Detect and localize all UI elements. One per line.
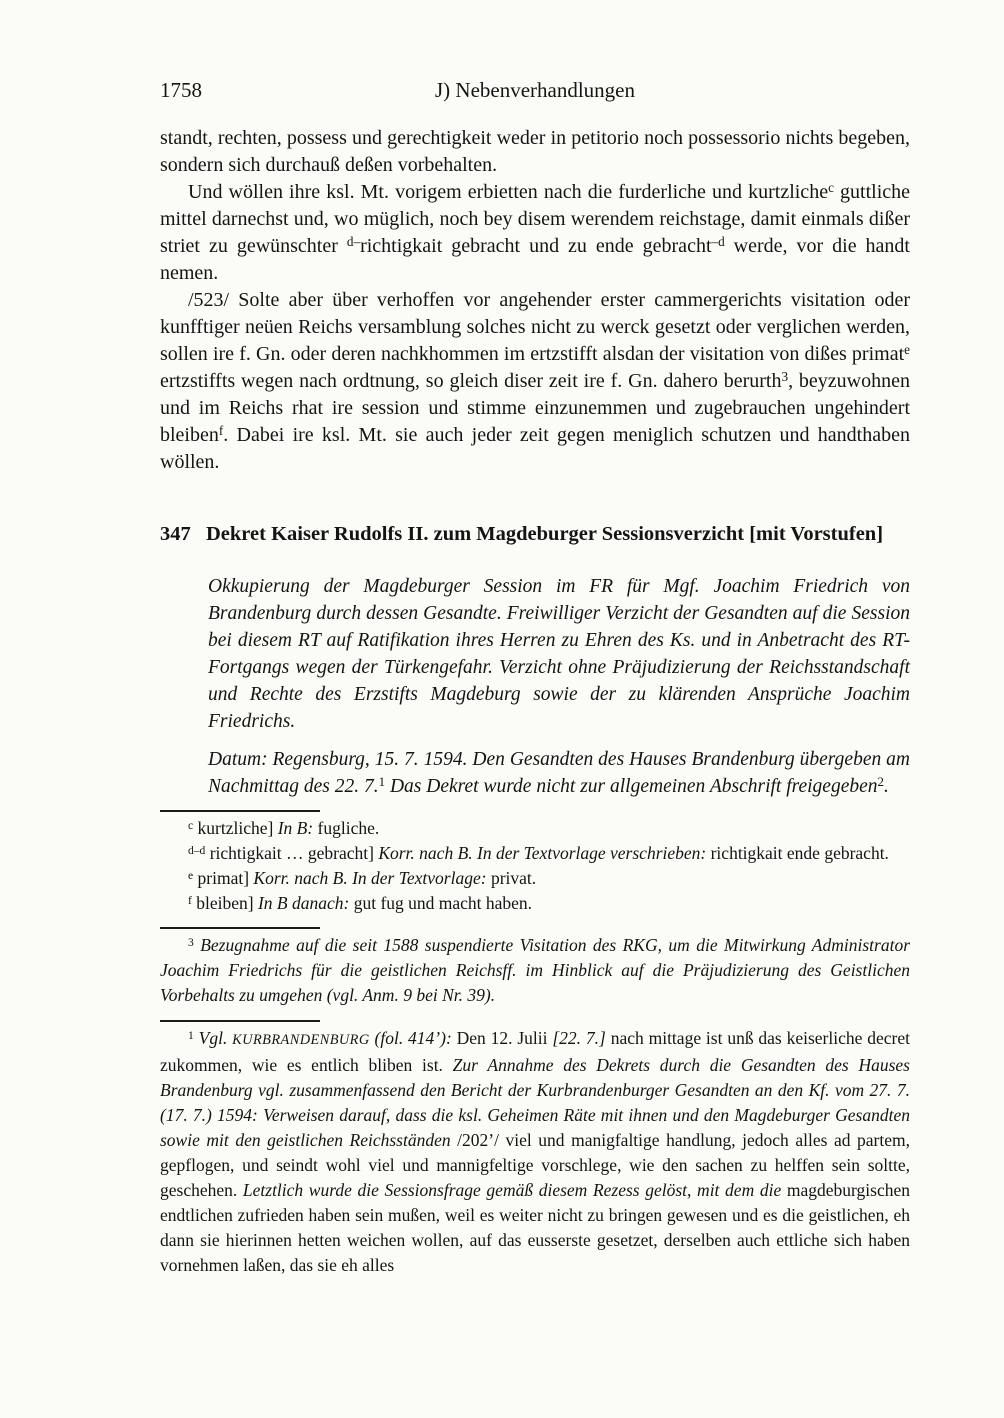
text-run: Das Dekret wurde nicht zur allgemeinen Abschrift freigegeben [385, 776, 878, 797]
text-run: Korr. nach B. In der Textvorlage: [253, 868, 487, 888]
text-run: Vgl. [198, 1028, 233, 1048]
running-header-title: J) Nebenverhandlungen [434, 78, 635, 102]
main-transcription [160, 125, 910, 476]
text-run: f [218, 423, 224, 439]
text-run: 3 [781, 369, 789, 385]
text-run: ertzstiffts wegen nach ordtnung, so gleich diser zeit ire f. Gn. dahero berurth [160, 370, 782, 392]
critical-note-e [160, 866, 910, 891]
text-run: guttliche mittel darnechst und, wo müglich, noch bey disem werendem reichstage, damit einmals dißer striet zu gewünschter [160, 181, 911, 257]
text-run: In B danach: [257, 893, 350, 913]
section-title: Dekret Kaiser Rudolfs II. zum Magdeburger Sessionsverzicht [mit Vorstufen] [206, 523, 884, 545]
paragraph [160, 179, 910, 287]
text-run: richtigkait … gebracht] [205, 843, 379, 863]
critical-note-c [160, 816, 910, 841]
text-run: 2 [877, 775, 884, 790]
text-run: richtigkait ende gebracht. [706, 843, 889, 863]
paragraph-continuation [160, 125, 910, 179]
section-datum [208, 746, 910, 800]
critical-apparatus [160, 816, 910, 916]
section-heading [160, 520, 910, 548]
footnote-divider [160, 1020, 320, 1022]
text-run: magdeburgischen endtlichen zufrieden haben sein mußen, weil es weiter nicht zu bringen gewesen und es die geistlichen, eh dann sie hierinnen hetten weichen wollen, auf das eusserste gesetzet, derselben auch ettliche sich haben vornehmen laßen, das sie eh alles [160, 1180, 910, 1275]
text-run: , beyzuwohnen und im Reichs rhat ire session und stimme einzunemmen und zugebrauchen ungehindert bleiben [160, 370, 911, 446]
text-run: –d [711, 234, 725, 250]
footnote-divider [160, 927, 320, 929]
running-head [160, 78, 910, 102]
text-run: 1 [378, 775, 386, 790]
text-run: privat. [486, 868, 537, 888]
text-run: KURBRANDENBURG [232, 1032, 370, 1048]
critical-note-d [160, 841, 910, 866]
text-run: Datum: Regensburg, 15. 7. 1594. Den Gesandten des Hauses Brandenburg übergeben am Nachmittag des 22. 7. [208, 749, 910, 797]
text-run: e [188, 869, 194, 882]
text-run: (fol. 414’): [369, 1028, 457, 1048]
text-run: bleiben] [191, 893, 258, 913]
section-number: 347 [160, 523, 191, 545]
text-run: nach mittage ist unß das keiserliche decret zukommen, wie es entlich bliben ist. [160, 1028, 910, 1075]
text-run: Den 12. Julii [456, 1028, 553, 1048]
text-run: primat] [193, 868, 254, 888]
text-run: [22. 7.] [552, 1028, 606, 1048]
text-run: Bezugnahme auf die seit 1588 suspendierte Visitation des RKG, um die Mitwirkung Administrator Joachim Friedrichs für die geistlichen Reichsff. im Hinblick auf die Präjudizierung des Geistlichen Vorbehalts zu umgehen (vgl. Anm. 9 bei Nr. 39). [160, 935, 911, 1005]
text-run: . Dabei ire ksl. Mt. sie auch jeder zeit gegen meniglich schutzen und handthaben wöllen. [160, 424, 910, 473]
text-run: Korr. nach B. In der Textvorlage verschrieben: [378, 843, 707, 863]
text-run: gut fug und macht haben. [349, 893, 533, 913]
text-run: f [188, 894, 192, 907]
text-run: kurtzliche] [193, 818, 278, 838]
text-run: richtigkait gebracht und zu ende gebracht [360, 235, 712, 257]
text-run: In B: [277, 818, 314, 838]
text-run: e [904, 342, 910, 358]
page-number: 1758 [160, 78, 202, 102]
paragraph [160, 287, 910, 476]
text-run: 3 [188, 936, 194, 949]
text-run: fugliche. [313, 818, 380, 838]
text-run: Zur Annahme des Dekrets durch die Gesandten des Hauses Brandenburg vgl. zusammenfassend den Bericht der Kurbrandenburger Gesandten an den Kf. vom 27. 7. (17. 7.) 1594: Verweisen darauf, dass die ksl. Geheimen Räte mit ihnen und den Magdeburger Gesandten sowie mit den geistlichen Reichsständen [160, 1055, 910, 1150]
footnote-divider [160, 810, 320, 812]
text-run: Letztlich wurde die Sessionsfrage gemäß diesem Rezess gelöst, mit dem die [242, 1180, 787, 1200]
text-run: werde, vor die handt nemen. [160, 235, 910, 284]
text-run: d– [346, 234, 361, 250]
commentary-footnote-1 [160, 1026, 910, 1278]
text-run: . [883, 776, 889, 797]
section-summary [208, 573, 910, 735]
critical-note-f [160, 891, 910, 916]
text-run: c [188, 819, 194, 832]
text-run: Und wöllen ihre ksl. Mt. vorigem erbietten nach die furderliche und kurtzliche [188, 181, 829, 203]
text-run: /523/ Solte aber über verhoffen vor angehender erster cammergerichts visitation oder kunfftiger neüen Reichs versamblung solches nicht zu werck gesetzt oder verglichen werden, sollen ire f. Gn. oder deren nachkhommen im ertzstifft alsdan der visitation von dißes primat [160, 289, 910, 365]
footnote-1 [160, 1026, 910, 1278]
text-block [160, 78, 910, 1278]
commentary-footnote-3 [160, 933, 910, 1008]
text-run: /202’/ viel und manigfaltige handlung, jedoch alles ad partem, gepflogen, und seindt wohl viel und mannigfeltige vorschlege, wie den sachen zu helffen sein soltte, geschehen. [160, 1130, 911, 1200]
text-run: c [828, 180, 834, 196]
text-run: d–d [188, 844, 206, 857]
text-run: Okkupierung der Magdeburger Session im FR für Mgf. Joachim Friedrich von Brandenburg durch dessen Gesandte. Freiwilliger Verzicht der Gesandten auf die Session bei diesem RT auf Ratifikation ihres Herren zu Ehren des Ks. und in Anbetracht des RT-Fortgangs wegen der Türkengefahr. Verzicht ohne Präjudizierung der Reichsstandschaft und Rechte des Erzstifts Magdeburg sowie der zu klärenden Ansprüche Joachim Friedrichs. [208, 576, 910, 732]
text-run: 1 [188, 1029, 194, 1042]
text-run: standt, rechten, possess und gerechtigkeit weder in petitorio noch possessorio nichts begeben, sondern sich durchauß deßen vorbehalten. [160, 127, 910, 176]
footnote-3 [160, 933, 910, 1008]
